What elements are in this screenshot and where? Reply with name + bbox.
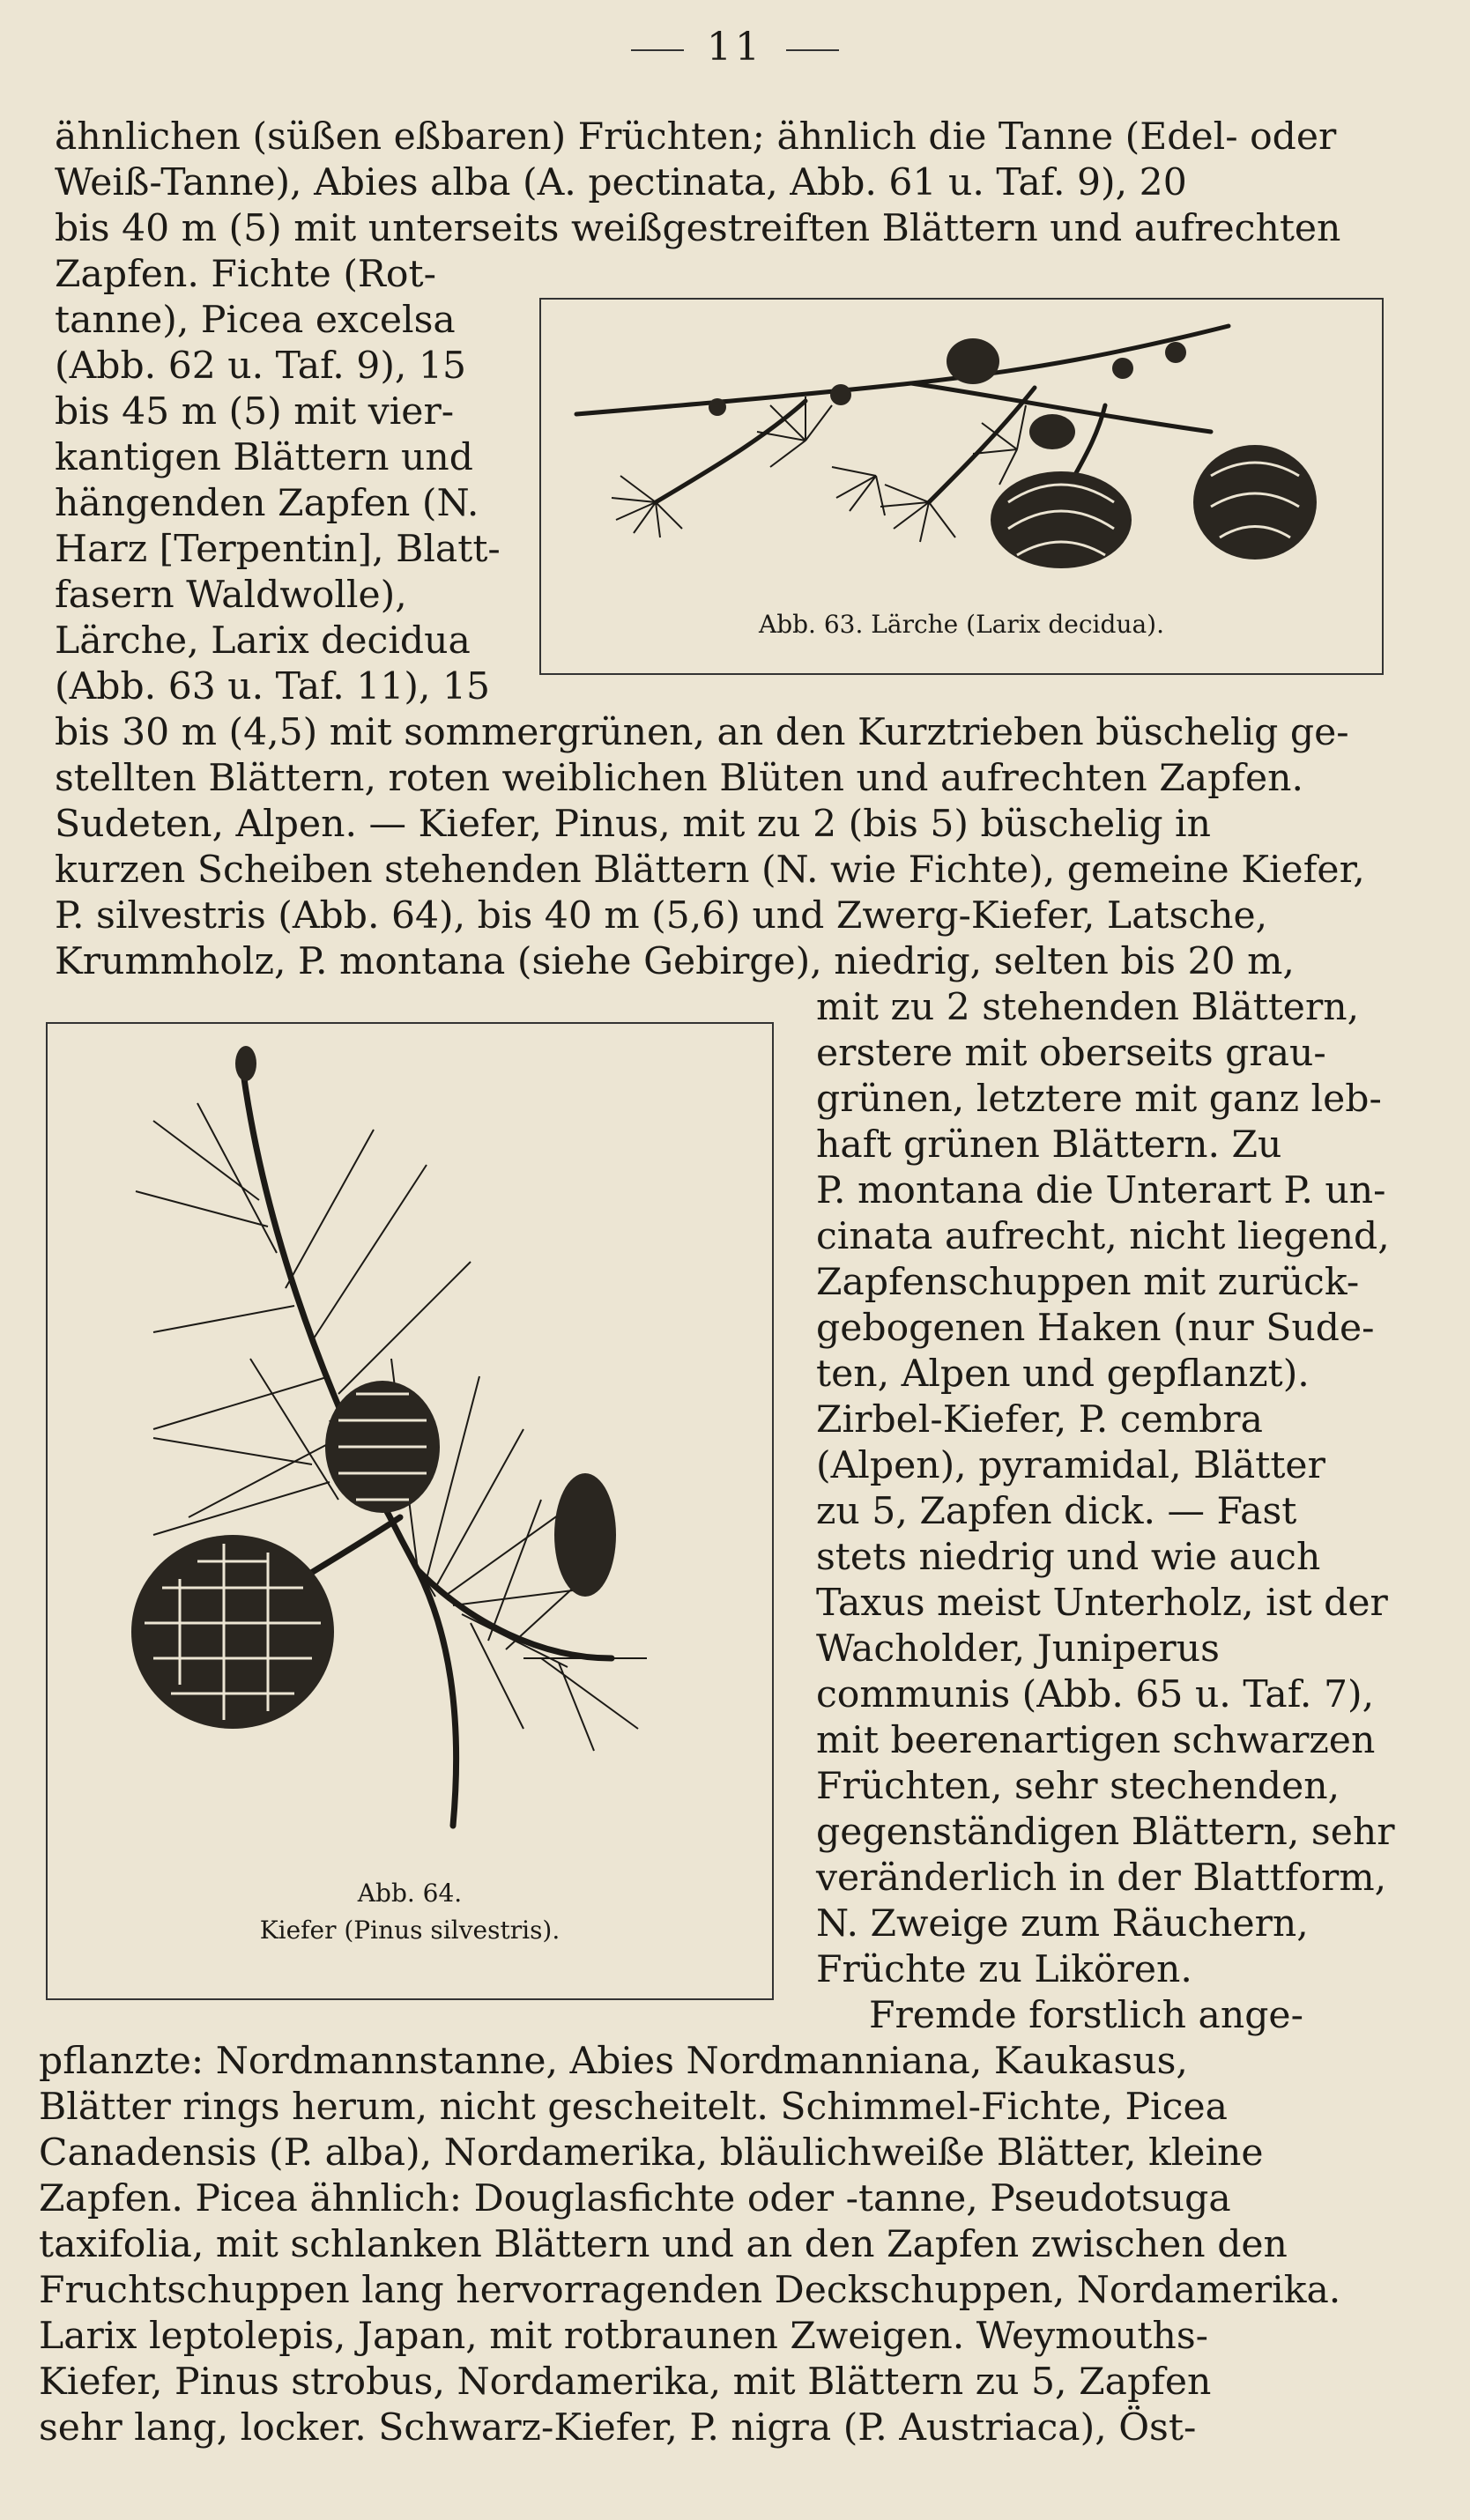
text-line: Weiß-Tanne), Abies alba (A. pectinata, Abb. 61 u. Taf. 9), 20: [55, 161, 1187, 204]
figure-64-caption-title: Kiefer (Pinus silvestris).: [259, 1916, 561, 1945]
text-line: fasern Waldwolle),: [55, 574, 407, 617]
text-line: Lärche, Larix decidua: [55, 619, 471, 663]
text-line: Früchten, sehr stechenden,: [816, 1765, 1340, 1808]
text-line: gegenständigen Blättern, sehr: [816, 1811, 1395, 1854]
text-line: grünen, letztere mit ganz leb-: [816, 1078, 1382, 1121]
figure-64-caption-number: Abb. 64.: [357, 1879, 463, 1908]
text-line: cinata aufrecht, nicht liegend,: [816, 1215, 1390, 1258]
text-line: (Abb. 62 u. Taf. 9), 15: [55, 345, 467, 388]
figure-pine: [46, 1022, 774, 2000]
text-line: (Abb. 63 u. Taf. 11), 15: [55, 665, 491, 708]
text-line: Zirbel-Kiefer, P. cembra: [816, 1398, 1263, 1442]
text-line: hängenden Zapfen (N.: [55, 482, 479, 525]
text-line: mit beerenartigen schwarzen: [816, 1719, 1376, 1762]
text-line: Fremde forstlich ange-: [869, 1994, 1303, 2037]
text-line: Larix leptolepis, Japan, mit rotbraunen Zweigen. Weymouths-: [39, 2315, 1209, 2358]
text-line: zu 5, Zapfen dick. — Fast: [816, 1490, 1297, 1533]
pine-branch-illustration: [48, 1024, 772, 1870]
text-line: bis 45 m (5) mit vier-: [55, 390, 455, 434]
text-line: Blätter rings herum, nicht gescheitelt. Schimmel-Fichte, Picea: [39, 2086, 1228, 2129]
text-line: Canadensis (P. alba), Nordamerika, bläulichweiße Blätter, kleine: [39, 2131, 1264, 2175]
text-line: stellten Blättern, roten weiblichen Blüten und aufrechten Zapfen.: [55, 757, 1304, 800]
text-line: kurzen Scheiben stehenden Blättern (N. wie Fichte), gemeine Kiefer,: [55, 849, 1365, 892]
text-line: Früchte zu Likören.: [816, 1948, 1192, 1991]
text-line: Krummholz, P. montana (siehe Gebirge), niedrig, selten bis 20 m,: [55, 940, 1295, 983]
text-line: P. silvestris (Abb. 64), bis 40 m (5,6) und Zwerg-Kiefer, Latsche,: [55, 894, 1268, 938]
larch-branch-illustration: [541, 300, 1382, 599]
text-line: Wacholder, Juniperus: [816, 1627, 1220, 1671]
text-line: ten, Alpen und gepflanzt).: [816, 1353, 1310, 1396]
text-line: kantigen Blättern und: [55, 436, 473, 479]
page-number: 11: [0, 25, 1470, 70]
text-line: (Alpen), pyramidal, Blätter: [816, 1444, 1325, 1487]
text-line: bis 30 m (4,5) mit sommergrünen, an den Kurztrieben büschelig ge-: [55, 711, 1349, 754]
text-line: Sudeten, Alpen. — Kiefer, Pinus, mit zu 2 (bis 5) büschelig in: [55, 803, 1212, 846]
text-line: pflanzte: Nordmannstanne, Abies Nordmanniana, Kaukasus,: [39, 2040, 1188, 2083]
text-line: N. Zweige zum Räuchern,: [816, 1902, 1309, 1946]
text-line: Kiefer, Pinus strobus, Nordamerika, mit Blättern zu 5, Zapfen: [39, 2361, 1212, 2404]
text-line: ähnlichen (süßen eßbaren) Früchten; ähnlich die Tanne (Edel- oder: [55, 115, 1337, 159]
text-line: sehr lang, locker. Schwarz-Kiefer, P. nigra (P. Austriaca), Öst-: [39, 2406, 1197, 2450]
text-line: haft grünen Blättern. Zu: [816, 1123, 1282, 1167]
text-line: communis (Abb. 65 u. Taf. 7),: [816, 1673, 1375, 1716]
text-line: Zapfenschuppen mit zurück-: [816, 1261, 1360, 1304]
text-line: stets niedrig und wie auch: [816, 1536, 1321, 1579]
text-line: P. montana die Unterart P. un-: [816, 1169, 1386, 1212]
text-line: tanne), Picea excelsa: [55, 299, 456, 342]
text-line: gebogenen Haken (nur Sude-: [816, 1307, 1375, 1350]
text-line: Zapfen. Fichte (Rot-: [55, 253, 436, 296]
figure-63-caption: Abb. 63. Lärche (Larix decidua).: [758, 610, 1164, 639]
text-line: bis 40 m (5) mit unterseits weißgestreiften Blättern und aufrechten: [55, 207, 1341, 250]
text-line: Taxus meist Unterholz, ist der: [816, 1582, 1388, 1625]
text-line: Zapfen. Picea ähnlich: Douglasfichte oder -tanne, Pseudotsuga: [39, 2177, 1231, 2220]
text-line: veränderlich in der Blattform,: [816, 1857, 1387, 1900]
text-line: Harz [Terpentin], Blatt-: [55, 528, 501, 571]
figure-larch: [539, 298, 1384, 675]
text-line: mit zu 2 stehenden Blättern,: [816, 986, 1360, 1029]
text-line: erstere mit oberseits grau-: [816, 1032, 1326, 1075]
text-line: taxifolia, mit schlanken Blättern und an den Zapfen zwischen den: [39, 2223, 1288, 2266]
text-line: Fruchtschuppen lang hervorragenden Deckschuppen, Nordamerika.: [39, 2269, 1341, 2312]
page-number-dash-left: [631, 49, 684, 51]
page-number-dash-right: [786, 49, 839, 51]
